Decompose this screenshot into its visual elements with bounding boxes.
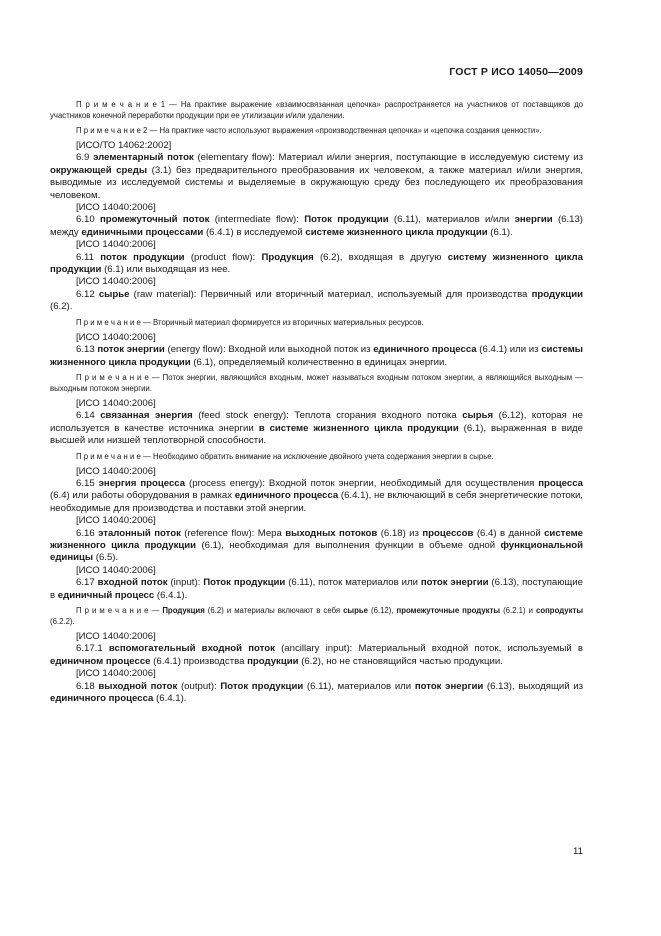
document-header: ГОСТ Р ИСО 14050—2009: [449, 66, 583, 78]
document-body: [50, 96, 583, 705]
term-6-17-1: 6.17.1 вспомогательный входной поток (ancillary input): Материальный входной поток, используемый в единичном процессе (6.4.1) производства продукции (6.2), но не становящийся частью продукции.: [50, 643, 583, 667]
note-6-17: П р и м е ч а н и е — Продукция (6.2) и материалы включают в себя сырье (6.12), промежуточные продукты (6.2.1) и сопродукты (6.2.2).: [50, 606, 583, 626]
reference: [ИСО 14040:2006]: [76, 515, 156, 527]
term-6-18: 6.18 выходной поток (output): Поток продукции (6.11), материалов или поток энергии (6.13), выходящий из единичного процесса (6.4.1).: [50, 680, 583, 705]
reference: [ИСО 14040:2006]: [76, 465, 156, 477]
reference: [ИСО 14040:2006]: [76, 397, 156, 409]
note-6-14: П р и м е ч а н и е — Необходимо обратить внимание на исключение двойного учета содержания энергии в сырье.: [76, 451, 494, 461]
reference: [ИСО 14040:2006]: [76, 331, 156, 343]
note-6-12: П р и м е ч а н и е — Вторичный материал формируется из вторичных материальных ресурсов.: [76, 317, 424, 327]
reference: [ИСО 14040:2006]: [76, 276, 156, 288]
page-number: 11: [573, 846, 583, 857]
term-6-17: 6.17 входной поток (input): Поток продукции (6.11), поток материалов или поток энергии (6.13), поступающие в единичный процесс (6.4.1).: [50, 577, 584, 601]
reference: [ИСО 14040:2006]: [76, 202, 156, 214]
reference: [ИСО/ТО 14062:2002]: [76, 140, 172, 151]
term-6-9: 6.9 элементарный поток (elementary flow): Материал и/или энергия, поступающие в исследуемую систему из окружающей среды (3.1) без предварительного преобразования их человеком, а также материал и/или энергия, выводимые из исследуемой системы и выделяемые в окружающую среду без последующего их преобразования человеком.: [50, 152, 583, 201]
note-2: П р и м е ч а н и е 2 — На практике часто используют выражения «производственная цепочка» и «цепочка создания ценности».: [76, 126, 542, 135]
term-6-13: 6.13 поток энергии (energy flow): Входной или выходной поток из единичного процесса (6.4.1) или из системы жизненного цикла продукции (6.1), определяемый количественно в единицах энергии.: [50, 344, 583, 368]
reference: [ИСО 14040:2006]: [76, 239, 156, 251]
term-6-12: 6.12 сырье (raw material): Первичный или вторичный материал, используемый для производства продукции (6.2).: [50, 288, 583, 313]
term-6-10: 6.10 промежуточный поток (intermediate flow): Поток продукции (6.11), материалов и/или энергии (6.13) между единичными процессами (6.4.1) в исследуемой системе жизненного цикла продукции (6.1).: [50, 214, 584, 238]
term-6-14: 6.14 связанная энергия (feed stock energy): Теплота сгорания входного потока сырья (6.12), которая не используется в качестве источника энергии в системе жизненного цикла продукции (6.1), выраженная в виде высшей или низшей теплотворной способности.: [50, 410, 584, 447]
reference: [ИСО 14040:2006]: [76, 631, 156, 642]
term-6-11: 6.11 поток продукции (product flow): Продукция (6.2), входящая в другую систему жизненного цикла продукции (6.1) или выходящая из нее.: [50, 251, 583, 276]
reference: [ИСО 14040:2006]: [76, 668, 156, 680]
term-6-16: 6.16 эталонный поток (reference flow): Мера выходных потоков (6.18) из процессов (6.4) в данной системе жизненного цикла продукции (6.1), необходимая для выполнения функции в объеме одной функциональной единицы (6.5).: [50, 527, 584, 564]
note-6-13: П р и м е ч а н и е — Поток энергии, являющийся входным, может называться входным потоком энергии, а являющийся выходным — выходным потоком энергии.: [50, 372, 583, 393]
note-1: П р и м е ч а н и е 1 — На практике выражение «взаимосвязанная цепочка» распространяется на участников от поставщиков до участников конечной переработки продукции при ее утилизации и/или удалении.: [50, 100, 583, 120]
term-6-15: 6.15 энергия процесса (process energy): Входной поток энергии, необходимый для осуществления процесса (6.4) или работы оборудования в рамках единичного процесса (6.4.1), не включающий в себя энергетические потоки, необходимые для производства и поставки этой энергии.: [50, 477, 583, 514]
reference: [ИСО 14040:2006]: [76, 564, 156, 576]
